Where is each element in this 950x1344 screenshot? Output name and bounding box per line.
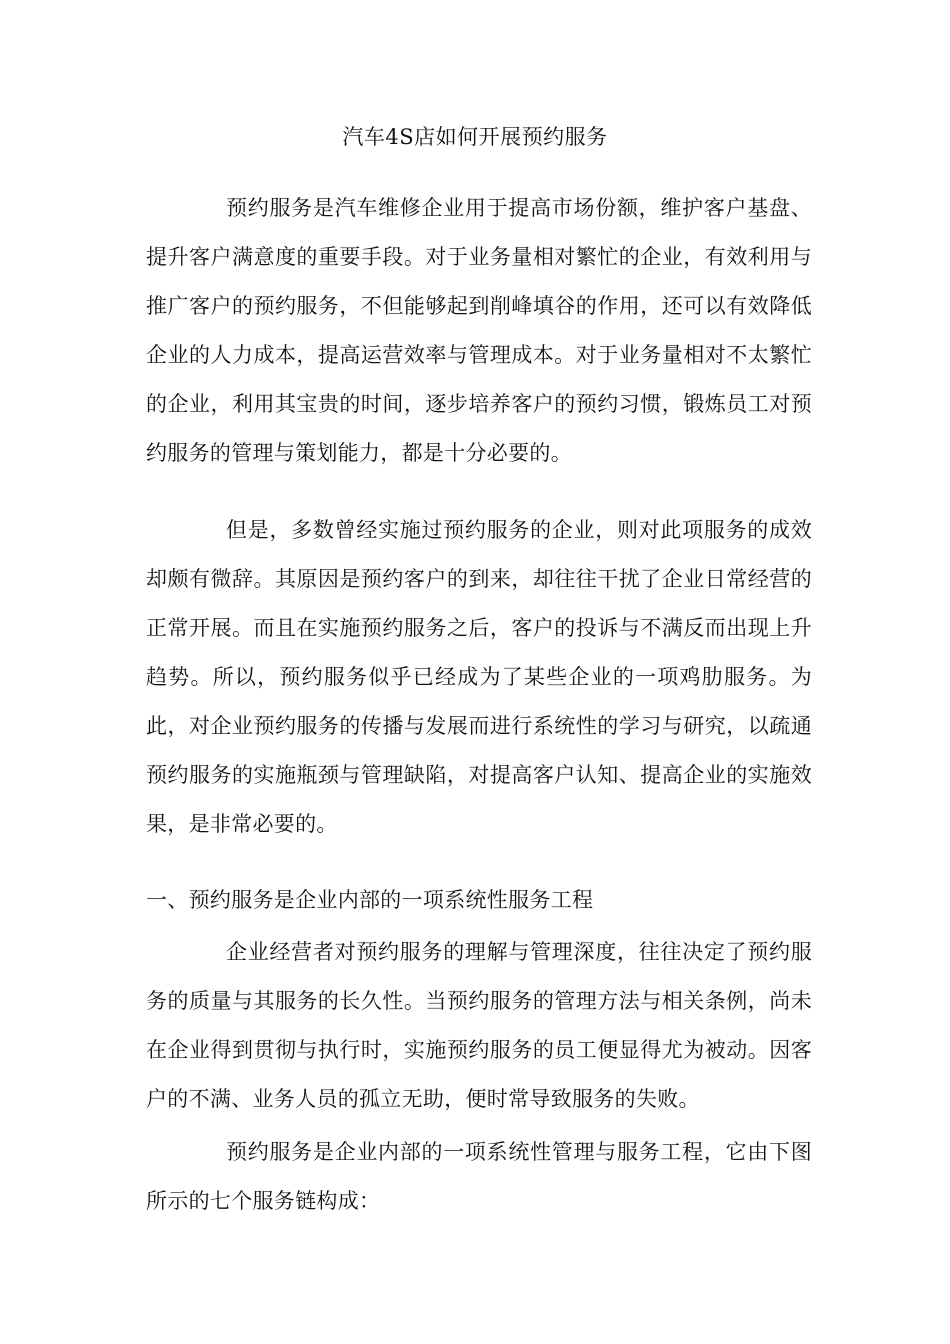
section-heading: 一、预约服务是企业内部的一项系统性服务工程 [146,888,594,912]
paragraph-problems: 但是，多数曾经实施过预约服务的企业，则对此项服务的成效却颇有微辞。其原因是预约客户的到来，却往往干扰了企业日常经营的正常开展。而且在实施预约服务之后，客户的投诉与不满反而出现上升趋势。所以，预约服务似乎已经成为了某些企业的一项鸡肋服务。为此，对企业预约服务的传播与发展而进行系统性的学习与研究，以疏通预约服务的实施瓶颈与管理缺陷，对提高客户认知、提高企业的实施效果，是非常必要的。 [146,518,812,836]
document-title: 汽车4S店如何开展预约服务 [342,125,608,149]
paragraph-intro: 预约服务是汽车维修企业用于提高市场份额，维护客户基盘、提升客户满意度的重要手段。对于业务量相对繁忙的企业，有效利用与推广客户的预约服务，不但能够起到削峰填谷的作用，还可以有效降低企业的人力成本，提高运营效率与管理成本。对于业务量相对不太繁忙的企业，利用其宝贵的时间，逐步培养客户的预约习惯，锻炼员工对预约服务的管理与策划能力，都是十分必要的。 [146,196,812,465]
paragraph-service-chain: 预约服务是企业内部的一项系统性管理与服务工程，它由下图所示的七个服务链构成： [146,1140,812,1213]
paragraph-management-depth: 企业经营者对预约服务的理解与管理深度，往往决定了预约服务的质量与其服务的长久性。当预约服务的管理方法与相关条例，尚未在企业得到贯彻与执行时，实施预约服务的员工便显得尤为被动。因客户的不满、业务人员的孤立无助，便时常导致服务的失败。 [146,940,812,1111]
